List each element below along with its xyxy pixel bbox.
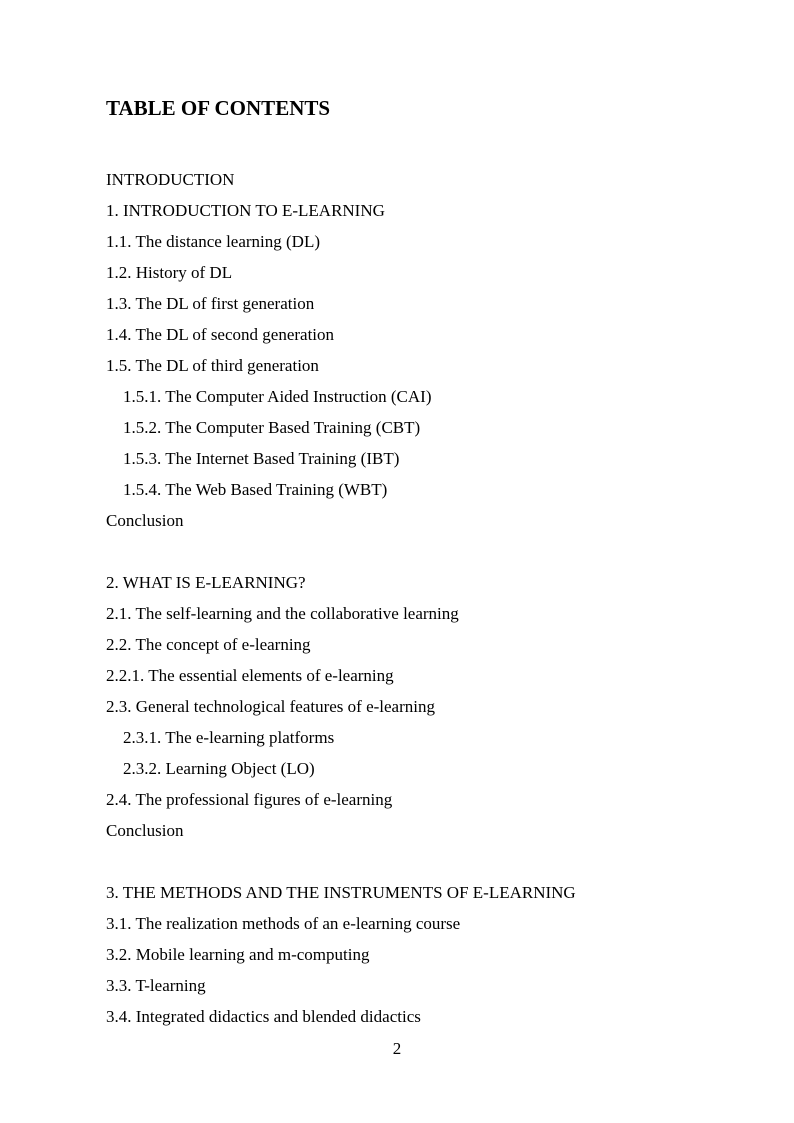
toc-entry: 2.2. The concept of e-learning [106,635,311,654]
toc-entry: 2.1. The self-learning and the collaborative learning [106,604,459,623]
toc-entry: Conclusion [106,821,184,840]
toc-entry: 2.3. General technological features of e-learning [106,697,435,716]
toc-spacer [106,849,746,880]
toc-entry: 3.1. The realization methods of an e-learning course [106,914,461,933]
toc-entry: 3.2. Mobile learning and m-computing [106,945,370,964]
toc-entry: Conclusion [106,511,184,530]
toc-entry: 1.5.4. The Web Based Training (WBT) [123,480,388,499]
page-title: TABLE OF CONTENTS [106,96,331,120]
page-number: 2 [392,1039,402,1058]
toc-entry: 1. INTRODUCTION TO E-LEARNING [106,201,385,220]
toc-entry: INTRODUCTION [106,170,235,189]
toc-entry: 2.3.2. Learning Object (LO) [123,759,315,778]
toc-entry: 1.1. The distance learning (DL) [106,232,321,251]
toc-entry: 1.5. The DL of third generation [106,356,319,375]
toc-entry: 2.3.1. The e-learning platforms [123,728,335,747]
toc-entry: 3.3. T-learning [106,976,206,995]
toc-entry: 2.4. The professional figures of e-learning [106,790,393,809]
toc-entry: 1.5.2. The Computer Based Training (CBT) [123,418,421,437]
toc-entry: 3.4. Integrated didactics and blended didactics [106,1007,421,1026]
toc-entry: 1.3. The DL of first generation [106,294,315,313]
toc-entry: 1.5.1. The Computer Aided Instruction (CAI) [123,387,432,406]
toc-entry: 1.4. The DL of second generation [106,325,335,344]
toc-entry: 2.2.1. The essential elements of e-learning [106,666,394,685]
toc-entry: 1.5.3. The Internet Based Training (IBT) [123,449,400,468]
toc-entry: 3. THE METHODS AND THE INSTRUMENTS OF E-LEARNING [106,883,576,902]
toc-entry: 1.2. History of DL [106,263,233,282]
toc-spacer [106,539,746,570]
table-of-contents [106,167,746,1035]
toc-entry: 2. WHAT IS E-LEARNING? [106,573,306,592]
